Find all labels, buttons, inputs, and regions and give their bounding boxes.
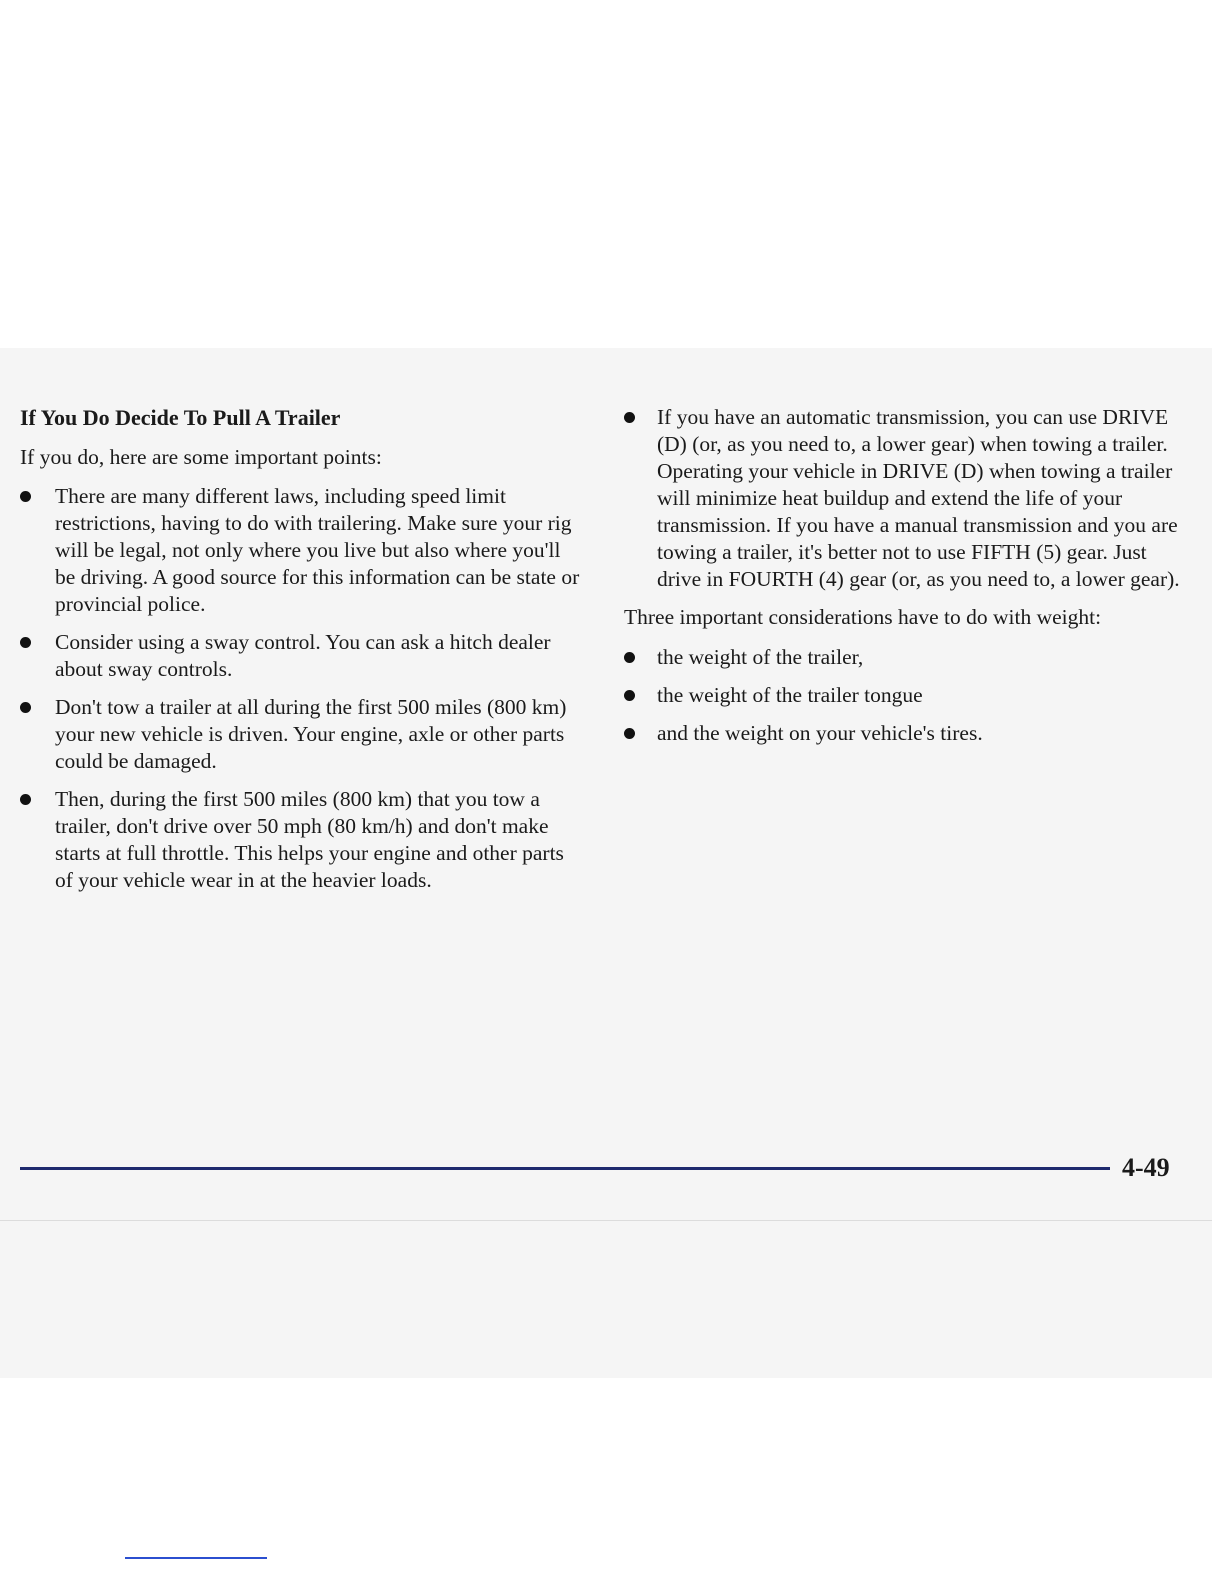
scan-edge-line <box>0 1220 1212 1221</box>
bullet-icon <box>20 637 31 648</box>
list-item <box>20 786 585 894</box>
list-item-text: There are many different laws, including speed limit restrictions, having to do with trailering. Make sure your rig will be legal, not only where you live but also where you'll be driving. A good source for this information can be state or provincial police. <box>55 484 580 616</box>
bullet-icon <box>20 702 31 713</box>
section-heading: If You Do Decide To Pull A Trailer <box>20 405 341 430</box>
weight-intro-paragraph: Three important considerations have to do with weight: <box>624 605 1102 629</box>
list-item-text: Then, during the first 500 miles (800 km) that you tow a trailer, don't drive over 50 mph (80 km/h) and don't make starts at full throttle. This helps your engine and other parts of your vehicle wear in at the heavier loads. <box>55 787 564 892</box>
bullet-icon <box>624 728 635 739</box>
list-item <box>624 682 1189 709</box>
list-item <box>624 720 1189 747</box>
list-item <box>20 629 585 683</box>
link-underline <box>125 1557 267 1559</box>
list-item-text: and the weight on your vehicle's tires. <box>657 721 983 745</box>
right-column <box>624 404 1189 758</box>
list-item-text: If you have an automatic transmission, you can use DRIVE (D) (or, as you need to, a lower gear) when towing a trailer. Operating your vehicle in DRIVE (D) when towing a trailer will minimize heat buildup and extend the life of your transmission. If you have a manual transmission and you are towing a trailer, it's better not to use FIFTH (5) gear. Just drive in FOURTH (4) gear (or, as you need to, a lower gear). <box>657 405 1180 591</box>
left-column <box>20 404 585 905</box>
list-item <box>624 404 1189 593</box>
bullet-icon <box>624 652 635 663</box>
list-item-text: the weight of the trailer, <box>657 645 864 669</box>
bullet-icon <box>624 690 635 701</box>
transmission-list <box>624 404 1189 593</box>
footer-rule <box>20 1167 1110 1170</box>
list-item-text: the weight of the trailer tongue <box>657 683 923 707</box>
weight-considerations-list <box>624 644 1189 747</box>
list-item <box>20 483 585 618</box>
bullet-icon <box>624 412 635 423</box>
bullet-icon <box>20 491 31 502</box>
list-item-text: Consider using a sway control. You can ask a hitch dealer about sway controls. <box>55 630 551 681</box>
page-number: 4-49 <box>1122 1153 1170 1182</box>
list-item <box>20 694 585 775</box>
intro-paragraph: If you do, here are some important points: <box>20 445 382 469</box>
list-item-text: Don't tow a trailer at all during the first 500 miles (800 km) your new vehicle is driven. Your engine, axle or other parts could be damaged. <box>55 695 567 773</box>
trailer-points-list <box>20 483 585 894</box>
bullet-icon <box>20 794 31 805</box>
list-item <box>624 644 1189 671</box>
